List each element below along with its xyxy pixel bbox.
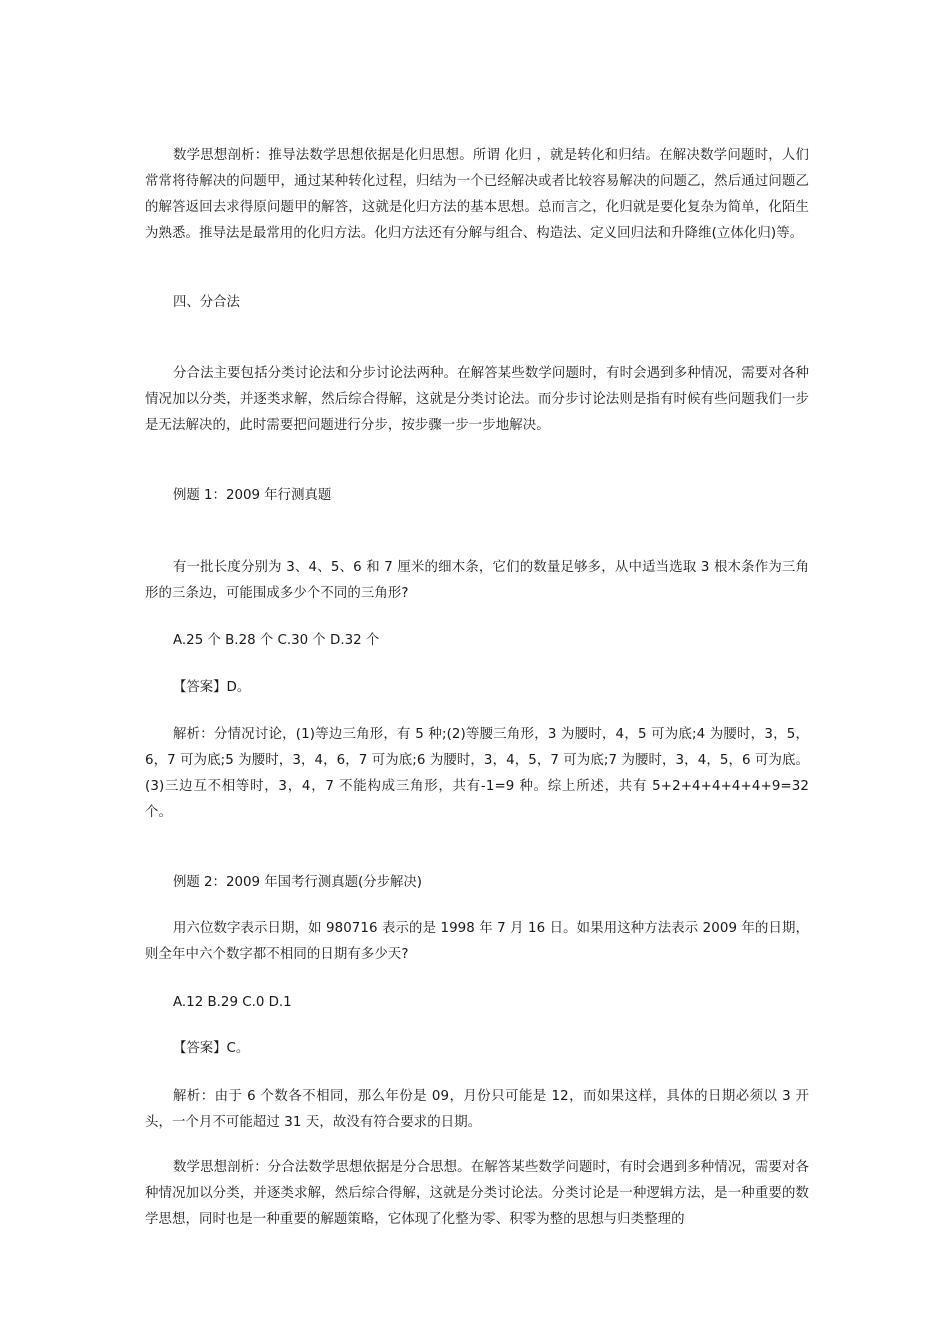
example-2-options: A.12 B.29 C.0 D.1 bbox=[173, 995, 292, 1010]
example-1-question: 有一批长度分别为 3、4、5、6 和 7 厘米的细木条，它们的数量足够多，从中适当选取 3 根木条作为三角形的三条边，可能围成多少个不同的三角形? bbox=[145, 560, 809, 601]
example-2-title: 例题 2：2009 年国考行测真题(分步解决) bbox=[173, 875, 423, 890]
example-1-options: A.25 个 B.28 个 C.30 个 D.32 个 bbox=[173, 633, 380, 648]
example-1-title: 例题 1：2009 年行测真题 bbox=[173, 488, 332, 503]
example-1-answer: 【答案】D。 bbox=[173, 680, 251, 695]
example-2-analysis: 解析：由于 6 个数各不相同，那么年份是 09，月份只可能是 12，而如果这样，具体的日期必须以 3 开头，一个月不可能超过 31 天，故没有符合要求的日期。 bbox=[145, 1089, 809, 1130]
section-heading-combination-method: 四、分合法 bbox=[173, 295, 240, 310]
paragraph-combination-analysis: 数学思想剖析：分合法数学思想依据是分合思想。在解答某些数学问题时，有时会遇到多种情况，需要对各种情况加以分类，并逐类求解，然后综合得解，这就是分类讨论法。分类讨论是一种逻辑方法，是一种重要的数学思想，同时也是一种重要的解题策略，它体现了化整为零、积零为整的思想与归类整理的 bbox=[145, 1160, 809, 1227]
example-2-answer: 【答案】C。 bbox=[173, 1041, 250, 1056]
example-1-analysis: 解析：分情况讨论，(1)等边三角形，有 5 种;(2)等腰三角形，3 为腰时，4，5 可为底;4 为腰时，3，5，6，7 可为底;5 为腰时，3，4，6，7 可为底;6 为腰时，3，4，5，7 可为底;7 为腰时，3，4，5，6 可为底。(3)三边互不相等时，3，4，7 不能构成三角形，共有-1=9 种。综上所述，共有 5+2+4+4+4+4+9=32 个。 bbox=[145, 727, 809, 820]
example-2-question: 用六位数字表示日期，如 980716 表示的是 1998 年 7 月 16 日。如果用这种方法表示 2009 年的日期，则全年中六个数字都不相同的日期有多少天? bbox=[145, 921, 809, 962]
paragraph-combination-intro: 分合法主要包括分类讨论法和分步讨论法两种。在解答某些数学问题时，有时会遇到多种情况，需要对各种情况加以分类，并逐类求解，然后综合得解，这就是分类讨论法。而分步讨论法则是指有时候有些问题我们一步是无法解决的，此时需要把问题进行分步，按步骤一步一步地解决。 bbox=[145, 366, 809, 433]
paragraph-reduction-analysis: 数学思想剖析：推导法数学思想依据是化归思想。所谓 化归 ，就是转化和归结。在解决数学问题时，人们常常将待解决的问题甲，通过某种转化过程，归结为一个已经解决或者比较容易解决的问题乙，然后通过问题乙的解答返回去求得原问题甲的解答，这就是化归方法的基本思想。总而言之，化归就是要化复杂为简单，化陌生为熟悉。推导法是最常用的化归方法。化归方法还有分解与组合、构造法、定义回归法和升降维(立体化归)等。 bbox=[145, 148, 809, 241]
